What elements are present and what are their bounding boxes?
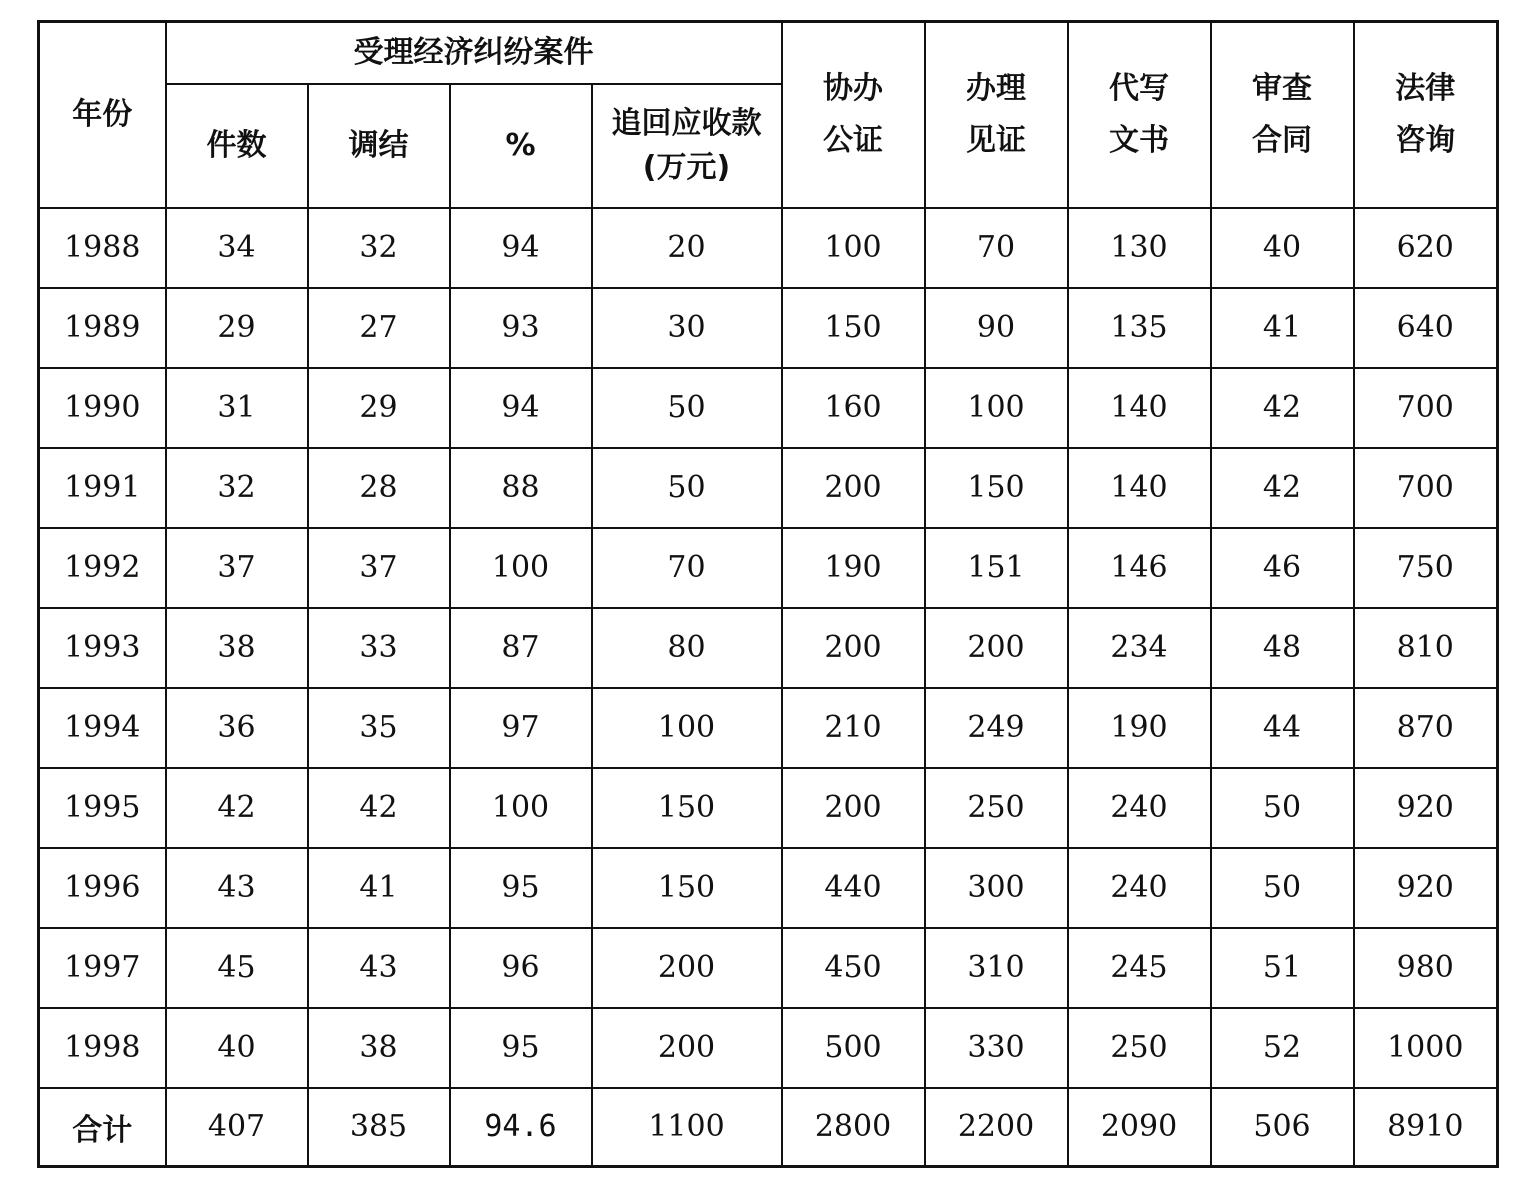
case-count-cell: 36 [166, 688, 308, 768]
witness-cell: 310 [925, 928, 1068, 1008]
contract-review-cell: 50 [1211, 848, 1354, 928]
total-witness-cell: 2200 [925, 1088, 1068, 1167]
table-row [39, 288, 1498, 368]
drafting-cell: 135 [1068, 288, 1211, 368]
mediated-cell: 27 [308, 288, 450, 368]
table-row [39, 208, 1498, 288]
legal-consult-cell: 870 [1354, 688, 1498, 768]
percent-cell: 93 [450, 288, 592, 368]
header-notarization: 协办 公证 [782, 22, 925, 208]
mediated-cell: 33 [308, 608, 450, 688]
drafting-cell: 245 [1068, 928, 1211, 1008]
witness-cell: 70 [925, 208, 1068, 288]
header-mediated: 调结 [308, 84, 450, 208]
notarization-cell: 450 [782, 928, 925, 1008]
header-contract-review: 审查 合同 [1211, 22, 1354, 208]
witness-cell: 100 [925, 368, 1068, 448]
legal-consult-cell: 750 [1354, 528, 1498, 608]
mediated-cell: 32 [308, 208, 450, 288]
witness-cell: 200 [925, 608, 1068, 688]
case-count-cell: 29 [166, 288, 308, 368]
case-count-cell: 31 [166, 368, 308, 448]
legal-consult-cell: 980 [1354, 928, 1498, 1008]
case-count-cell: 42 [166, 768, 308, 848]
table-header [39, 22, 1498, 208]
table-row [39, 368, 1498, 448]
year-cell: 1991 [39, 448, 166, 528]
table-row [39, 688, 1498, 768]
drafting-cell: 146 [1068, 528, 1211, 608]
witness-cell: 151 [925, 528, 1068, 608]
notarization-cell: 200 [782, 608, 925, 688]
recovered-cell: 100 [592, 688, 782, 768]
legal-consult-cell: 640 [1354, 288, 1498, 368]
drafting-cell: 140 [1068, 368, 1211, 448]
witness-cell: 330 [925, 1008, 1068, 1088]
case-count-cell: 45 [166, 928, 308, 1008]
mediated-cell: 38 [308, 1008, 450, 1088]
year-cell: 1990 [39, 368, 166, 448]
recovered-cell: 200 [592, 1008, 782, 1088]
contract-review-cell: 51 [1211, 928, 1354, 1008]
legal-services-stats-table [37, 20, 1499, 1168]
legal-consult-cell: 700 [1354, 448, 1498, 528]
total-percent-cell: 94.6 [450, 1088, 592, 1167]
recovered-cell: 50 [592, 368, 782, 448]
table-row [39, 768, 1498, 848]
total-legal-consult-cell: 8910 [1354, 1088, 1498, 1167]
drafting-cell: 250 [1068, 1008, 1211, 1088]
drafting-cell: 240 [1068, 768, 1211, 848]
case-count-cell: 34 [166, 208, 308, 288]
header-percent: % [450, 84, 592, 208]
recovered-cell: 70 [592, 528, 782, 608]
mediated-cell: 29 [308, 368, 450, 448]
mediated-cell: 42 [308, 768, 450, 848]
table-row [39, 848, 1498, 928]
contract-review-cell: 52 [1211, 1008, 1354, 1088]
percent-cell: 100 [450, 768, 592, 848]
legal-consult-cell: 920 [1354, 848, 1498, 928]
mediated-cell: 43 [308, 928, 450, 1008]
percent-cell: 100 [450, 528, 592, 608]
notarization-cell: 500 [782, 1008, 925, 1088]
total-drafting-cell: 2090 [1068, 1088, 1211, 1167]
percent-cell: 94 [450, 208, 592, 288]
contract-review-cell: 50 [1211, 768, 1354, 848]
witness-cell: 249 [925, 688, 1068, 768]
year-cell: 1994 [39, 688, 166, 768]
case-count-cell: 40 [166, 1008, 308, 1088]
table-body [39, 208, 1498, 1167]
total-case-count-cell: 407 [166, 1088, 308, 1167]
legal-consult-cell: 620 [1354, 208, 1498, 288]
percent-cell: 95 [450, 1008, 592, 1088]
mediated-cell: 41 [308, 848, 450, 928]
table-row [39, 528, 1498, 608]
legal-consult-cell: 810 [1354, 608, 1498, 688]
notarization-cell: 210 [782, 688, 925, 768]
contract-review-cell: 46 [1211, 528, 1354, 608]
notarization-cell: 160 [782, 368, 925, 448]
notarization-cell: 440 [782, 848, 925, 928]
drafting-cell: 140 [1068, 448, 1211, 528]
header-document-drafting: 代写 文书 [1068, 22, 1211, 208]
year-cell: 1993 [39, 608, 166, 688]
notarization-cell: 100 [782, 208, 925, 288]
total-row [39, 1088, 1498, 1167]
witness-cell: 300 [925, 848, 1068, 928]
recovered-cell: 80 [592, 608, 782, 688]
header-year: 年份 [39, 22, 166, 208]
witness-cell: 250 [925, 768, 1068, 848]
total-mediated-cell: 385 [308, 1088, 450, 1167]
percent-cell: 87 [450, 608, 592, 688]
case-count-cell: 32 [166, 448, 308, 528]
total-recovered-cell: 1100 [592, 1088, 782, 1167]
year-cell: 1988 [39, 208, 166, 288]
case-count-cell: 37 [166, 528, 308, 608]
year-cell: 1989 [39, 288, 166, 368]
table-row [39, 608, 1498, 688]
year-cell: 1996 [39, 848, 166, 928]
total-notarization-cell: 2800 [782, 1088, 925, 1167]
header-legal-consult: 法律 咨询 [1354, 22, 1498, 208]
case-count-cell: 43 [166, 848, 308, 928]
witness-cell: 90 [925, 288, 1068, 368]
table-row [39, 1008, 1498, 1088]
recovered-cell: 30 [592, 288, 782, 368]
percent-cell: 97 [450, 688, 592, 768]
stats-table-container [37, 20, 1496, 1168]
drafting-cell: 240 [1068, 848, 1211, 928]
table-row [39, 928, 1498, 1008]
contract-review-cell: 42 [1211, 448, 1354, 528]
drafting-cell: 190 [1068, 688, 1211, 768]
year-cell: 1992 [39, 528, 166, 608]
percent-cell: 96 [450, 928, 592, 1008]
drafting-cell: 234 [1068, 608, 1211, 688]
mediated-cell: 28 [308, 448, 450, 528]
header-recovered-receivables: 追回应收款 (万元) [592, 84, 782, 208]
contract-review-cell: 44 [1211, 688, 1354, 768]
recovered-cell: 150 [592, 848, 782, 928]
notarization-cell: 200 [782, 448, 925, 528]
total-contract-review-cell: 506 [1211, 1088, 1354, 1167]
year-cell: 1995 [39, 768, 166, 848]
witness-cell: 150 [925, 448, 1068, 528]
contract-review-cell: 42 [1211, 368, 1354, 448]
percent-cell: 88 [450, 448, 592, 528]
header-witness: 办理 见证 [925, 22, 1068, 208]
notarization-cell: 190 [782, 528, 925, 608]
legal-consult-cell: 920 [1354, 768, 1498, 848]
year-cell: 1998 [39, 1008, 166, 1088]
year-cell: 1997 [39, 928, 166, 1008]
header-case-count: 件数 [166, 84, 308, 208]
recovered-cell: 150 [592, 768, 782, 848]
legal-consult-cell: 1000 [1354, 1008, 1498, 1088]
case-count-cell: 38 [166, 608, 308, 688]
total-label: 合计 [39, 1088, 166, 1167]
drafting-cell: 130 [1068, 208, 1211, 288]
percent-cell: 95 [450, 848, 592, 928]
percent-cell: 94 [450, 368, 592, 448]
recovered-cell: 200 [592, 928, 782, 1008]
contract-review-cell: 40 [1211, 208, 1354, 288]
contract-review-cell: 48 [1211, 608, 1354, 688]
mediated-cell: 37 [308, 528, 450, 608]
mediated-cell: 35 [308, 688, 450, 768]
contract-review-cell: 41 [1211, 288, 1354, 368]
notarization-cell: 150 [782, 288, 925, 368]
recovered-cell: 50 [592, 448, 782, 528]
header-disputes-group: 受理经济纠纷案件 [166, 22, 782, 84]
legal-consult-cell: 700 [1354, 368, 1498, 448]
notarization-cell: 200 [782, 768, 925, 848]
table-row [39, 448, 1498, 528]
recovered-cell: 20 [592, 208, 782, 288]
